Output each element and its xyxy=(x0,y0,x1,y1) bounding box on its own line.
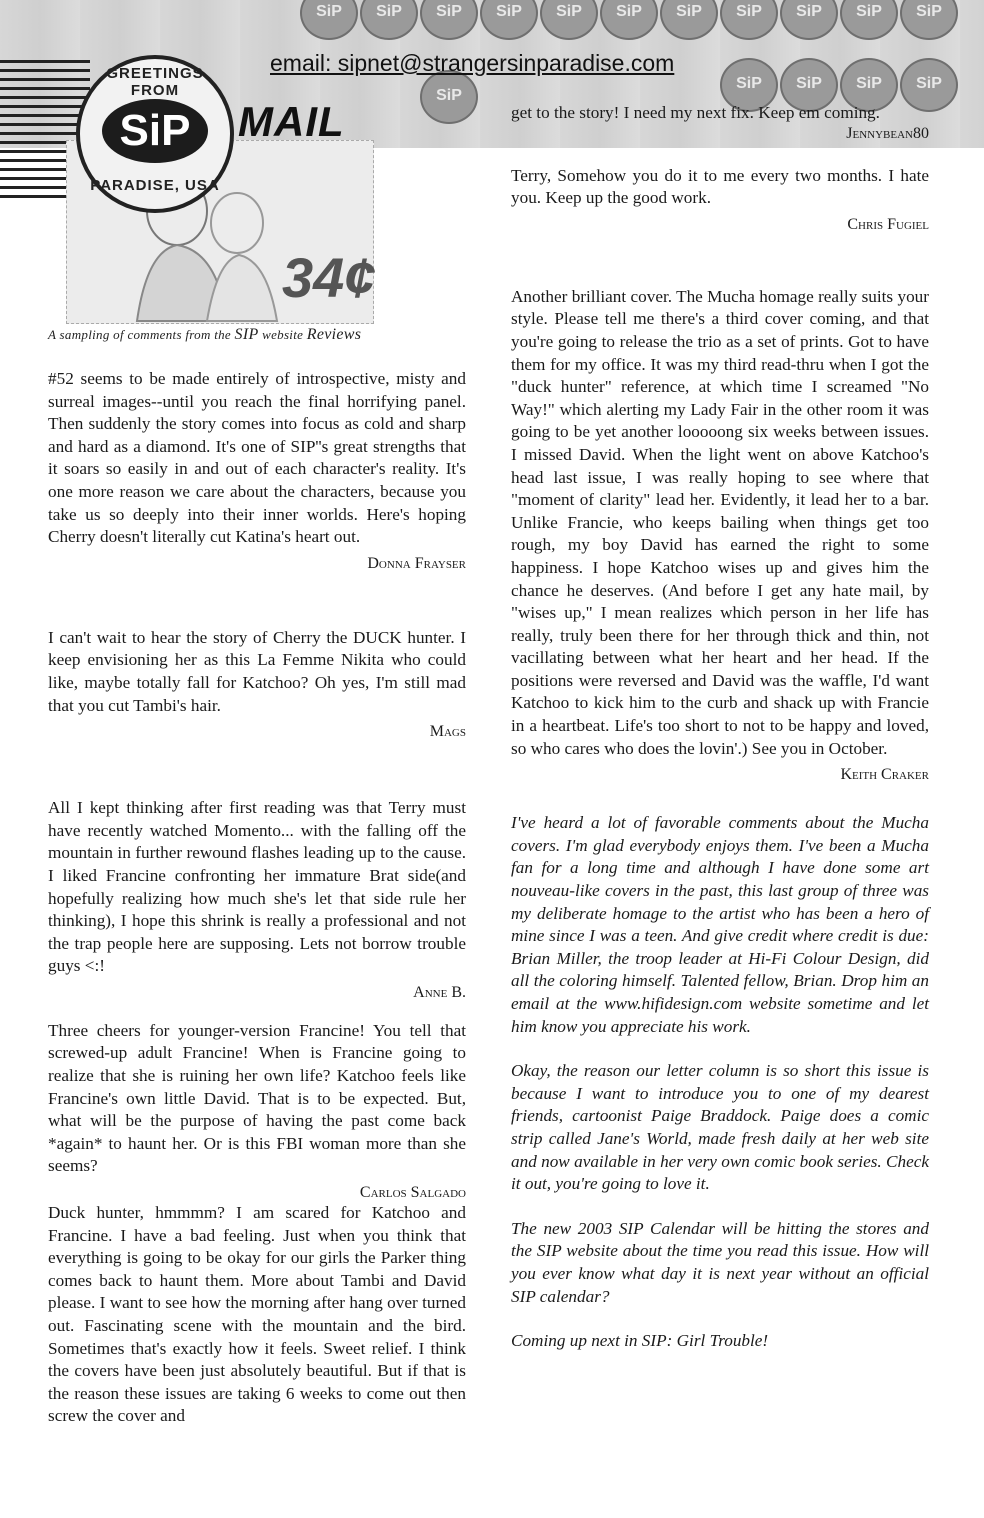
sip-logo-icon: SiP xyxy=(660,0,718,40)
letter-body: Duck hunter, hmmmm? I am scared for Katchoo and Francine. I have a bad feeling. Just when you think that everything is going to be okay for our girls the Parker thing comes back to haunt them. More about Tambi and David please. I want to see how the morning after hang over turned out. Fascinating scene with the mountain and the bird. Sometimes that's exactly how it feels. Sweet relief. I think the covers have been just absolutely beautiful. But if that is the reason these issues are taking 6 weeks to come out then screw the cover and xyxy=(48,1203,466,1426)
caption-end: Reviews xyxy=(306,326,362,343)
sip-logo-icon: SiP xyxy=(420,0,478,40)
letter xyxy=(511,102,929,143)
stamp-mail-title: MAIL xyxy=(238,98,345,145)
letter xyxy=(48,627,466,741)
sip-logo-icon: SiP xyxy=(900,0,958,40)
letter-body: Terry, Somehow you do it to me every two months. I hate you. Keep up the good work. xyxy=(511,165,929,208)
letter-signature: Donna Frayser xyxy=(367,554,466,572)
letter-signature: Keith Craker xyxy=(840,766,929,784)
letter xyxy=(48,368,466,573)
caption-sip: SIP xyxy=(234,326,259,343)
sip-logo-icon: SiP xyxy=(900,58,958,112)
letter-signature: Carlos Salgado xyxy=(359,1184,466,1202)
sip-logo-icon: SiP xyxy=(720,0,778,40)
letter-signature: Mags xyxy=(429,723,466,741)
sip-logo-icon: SiP xyxy=(780,0,838,40)
letter-signature: Jennybean80 xyxy=(846,124,929,142)
sip-logo-icon: SiP xyxy=(840,58,898,112)
sip-stamp-logo xyxy=(76,55,234,213)
letter xyxy=(48,1202,466,1428)
sip-logo-icon: SiP xyxy=(780,58,838,112)
editor-paragraph: Okay, the reason our letter column is so short this issue is because I want to introduce you to one of my dearest friends, cartoonist Paige Braddock. Paige does a comic strip called Jane's World, made fresh daily at her web site and now available in her very own comic book series. Check it out, you're going to love it. xyxy=(511,1061,929,1194)
letter xyxy=(511,165,929,234)
sip-logo-icon: SiP xyxy=(840,0,898,40)
right-column xyxy=(511,102,929,1353)
letter-body: Another brilliant cover. The Mucha homage really suits your style. Please tell me there's a third cover coming, and that you're going to release the trio as a set of prints. Got to have them for my office. It was my third read-thru when I got the "duck hunter" reference, at which time I screamed "No Way!" which alerting my Lady Fair in the other room it was going to be yet another looooong six weeks between issues. I missed David. When the light went on above Katchoo's head last issue, I was really hoping to see where that "moment of clarity" lead her. Evidently, it lead her to a bar. Unlike Francie, who keeps bailing when things get too rough, my boy David has earned the right to some happiness. I hope Katchoo wises up and gives him the chance he deserves. (And before I get any hate mail, by "wises up," I mean realizes which person in her life has really, truly been there for her through thick and thin, not vacillating between what her heart and her head. If the positions were reversed and David was the waffle, I'd want Katchoo to kick him to the curb and shack up with Francie in a heartbeat. Life's too short to not to be happy and loved, so who cares who does the lovin'.) See you in October. xyxy=(511,286,929,758)
caption-mid: website xyxy=(258,327,307,342)
sip-logo-icon: SiP xyxy=(540,0,598,40)
sip-logo-icon: SiP xyxy=(720,58,778,112)
letter-signature: Chris Fugiel xyxy=(847,215,929,233)
letter xyxy=(48,1020,466,1202)
contact-email[interactable]: email: sipnet@strangersinparadise.com xyxy=(270,50,675,76)
stamp-top-text: GREETINGS FROM xyxy=(106,65,204,99)
caption-pre: A sampling of comments from the xyxy=(48,327,235,342)
letter-body: #52 seems to be made entirely of introspective, misty and surreal images--until you reach the final horrifying panel. Then suddenly the story comes into focus as cold and sharp and hard as a diamond. It's one of SIP''s great strengths that it soars so easily in and out of each character's reality. It's one more reason we care about the characters, because you take us so deeply into their inner worlds. Here's hoping Cherry doesn't literally cut Katina's heart out. xyxy=(48,369,466,547)
sip-logo-icon: SiP xyxy=(420,70,478,124)
editor-paragraph: The new 2003 SIP Calendar will be hitting the stores and the SIP website about the time you read this issue. How will you ever know what day it is next year without an official SIP calendar? xyxy=(511,1218,929,1306)
letter-signature: Anne B. xyxy=(413,983,466,1001)
stamp-sip-text: SiP xyxy=(102,99,208,163)
letter xyxy=(48,797,466,1002)
editor-paragraph: I've heard a lot of favorable comments about the Mucha covers. I'm glad everybody enjoys them. I've been a Mucha fan for a long time and although I have done some art nouveau-like covers in the past, this last group of three was my deliberate homage to the artist who has been a hero of mine since I was a teen. And give credit where credit is due: Brian Miller, the troop leader at Hi-Fi Colour Design, did all the coloring himself. Talented fellow, Brian. Drop him an email at the www.hifidesign.com website sometime and let him know you appreciate his work. xyxy=(511,813,929,1036)
left-column xyxy=(48,368,466,1428)
sip-logo-icon: SiP xyxy=(300,0,358,40)
letter xyxy=(511,286,929,784)
stamp-price: 34¢ xyxy=(282,246,376,309)
sip-logo-icon: SiP xyxy=(360,0,418,40)
letter-body: Three cheers for younger-version Francine! You tell that screwed-up adult Francine! When is Francine going to realize that she is ruining her own life? Katchoo feels like Francine's own little David. That is to be expected. But, what will be the purpose of having the past come back *again* to haunt her. Or is this FBI woman more than she seems? xyxy=(48,1020,466,1176)
section-caption xyxy=(48,326,468,344)
letter-body: All I kept thinking after first reading was that Terry must have recently watched Momento... with the falling off the mountain in further rewound flashes leading up to the cause. I liked Francine confronting her immature Brat side(and hopefully realizing how much she's let that side rule her thinking), I hope this shrink is really a professional and not the trap people here are supposing. Lets not borrow trouble guys <:! xyxy=(48,798,466,976)
sip-logo-icon: SiP xyxy=(480,0,538,40)
editor-paragraph: Coming up next in SIP: Girl Trouble! xyxy=(511,1331,769,1351)
editor-response xyxy=(511,812,929,1352)
letter-body: I can't wait to hear the story of Cherry the DUCK hunter. I keep envisioning her as this La Femme Nikita who could like, maybe totally fall for Katchoo? Oh yes, I'm still mad that you cut Tambi's hair. xyxy=(48,627,466,715)
letter-body: get to the story! I need my next fix. Keep em coming. xyxy=(511,103,880,122)
stamp-bottom-text: PARADISE, USA xyxy=(90,177,220,194)
sip-logo-icon: SiP xyxy=(600,0,658,40)
